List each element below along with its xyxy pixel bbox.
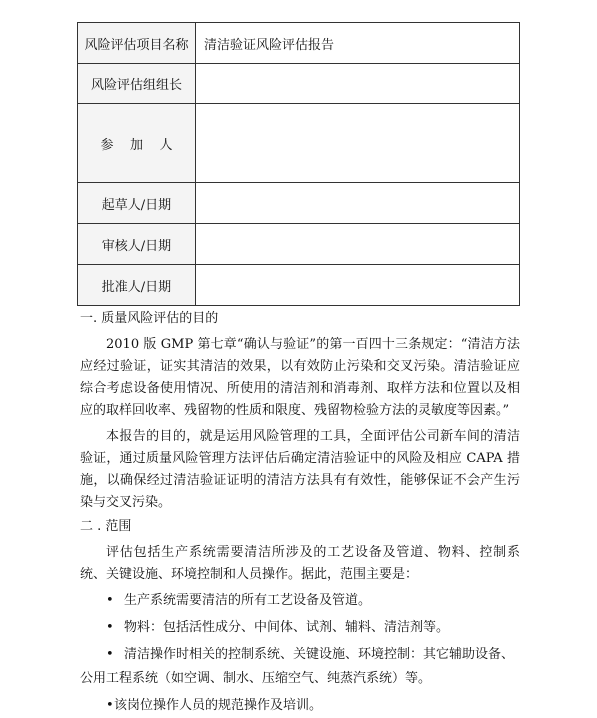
- table-row: [78, 64, 520, 104]
- section-heading: 一. 质量风险评估的目的: [80, 311, 219, 326]
- bullet-icon: •: [106, 647, 114, 662]
- paragraph: 评估包括生产系统需要清洁所涉及的工艺设备及管道、物料、控制系统、关键设施、环境控制和人员操作。据此，范围主要是：: [80, 545, 520, 582]
- row-label: 风险评估组组长: [78, 64, 196, 104]
- row-label: 参 加 人: [78, 104, 196, 183]
- row-value: [196, 64, 520, 104]
- list-item: [80, 589, 520, 613]
- table-row: [78, 183, 520, 224]
- row-label: 审核人/日期: [78, 224, 196, 265]
- table-row: [78, 104, 520, 183]
- list-item-text: 物料：包括活性成分、中间体、试剂、辅料、清洁剂等。: [124, 620, 450, 635]
- row-label: 起草人/日期: [78, 183, 196, 224]
- info-table: [77, 22, 520, 306]
- table-row: [78, 23, 520, 64]
- row-value: 清洁验证风险评估报告: [196, 23, 520, 64]
- paragraph: 本报告的目的，就是运用风险管理的工具，全面评估公司新车间的清洁验证，通过质量风险管理方法评估后确定清洁验证中的风险及相应 CAPA 措施，以确保经过清洁验证证明的清洁方法具有有效性，能够保证不会产生污染与交叉污染。: [80, 429, 520, 510]
- row-label: 风险评估项目名称: [78, 23, 196, 64]
- row-value: [196, 183, 520, 224]
- bullet-icon: •: [106, 593, 114, 608]
- row-value: [196, 265, 520, 306]
- list-item-text: 该岗位操作人员的规范操作及培训。: [114, 698, 323, 713]
- table-row: [78, 224, 520, 265]
- list-item: [80, 616, 520, 640]
- bullet-icon: •: [106, 698, 114, 713]
- row-value: [196, 224, 520, 265]
- list-item: [80, 643, 520, 691]
- row-label: 批准人/日期: [78, 265, 196, 306]
- section-heading: 二 . 范围: [80, 519, 132, 534]
- row-value: [196, 104, 520, 183]
- list-item-text: 生产系统需要清洁的所有工艺设备及管道。: [124, 593, 372, 608]
- document-body: [80, 308, 520, 718]
- paragraph: 2010 版 GMP 第七章“确认与验证”的第一百四十三条规定：“清洁方法应经过验证，证实其清洁的效果，以有效防止污染和交叉污染。清洁验证应综合考虑设备使用情况、所使用的清洁剂和消毒剂、取样方法和位置以及相应的取样回收率、残留物的性质和限度、残留物检验方法的灵敏度等因素。”: [80, 337, 520, 418]
- bullet-icon: •: [106, 620, 114, 635]
- list-item-text: 清洁操作时相关的控制系统、关键设施、环境控制：其它辅助设备、公用工程系统（如空调、制水、压缩空气、纯蒸汽系统）等。: [80, 647, 515, 686]
- table-row: [78, 265, 520, 306]
- list-item: [80, 694, 520, 718]
